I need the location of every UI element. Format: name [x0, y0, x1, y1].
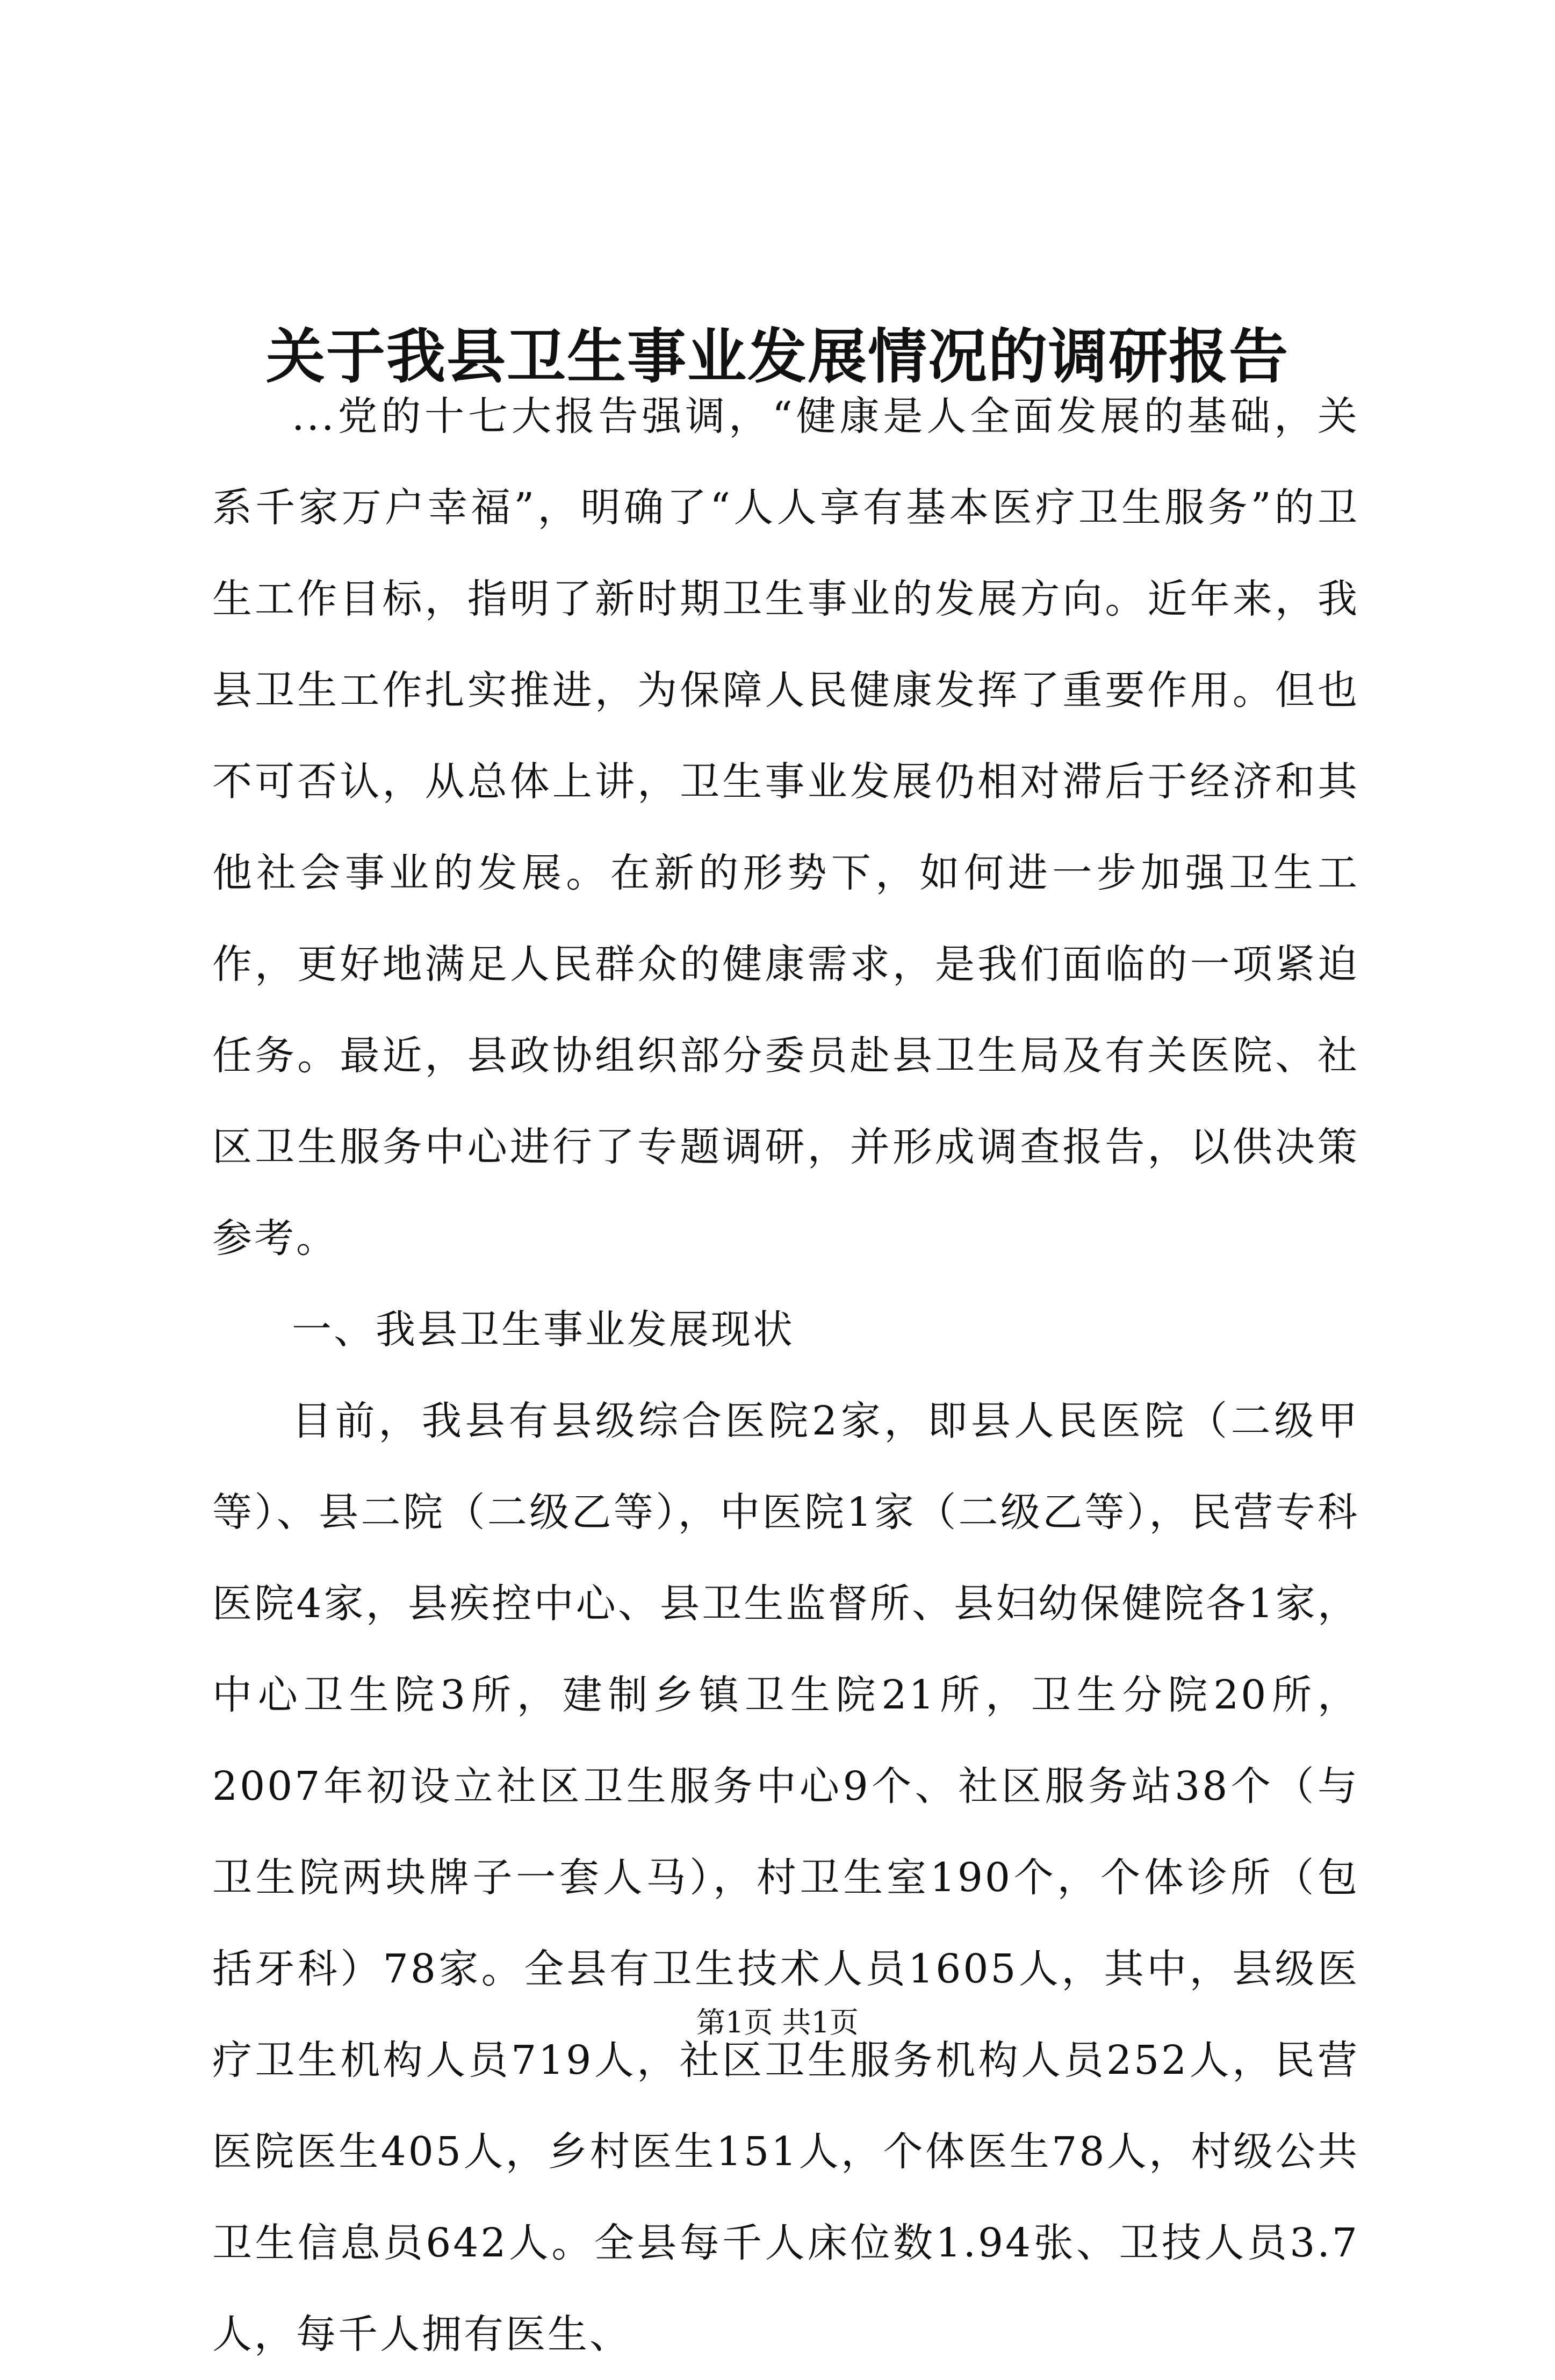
- page-footer: 第1页 共1页: [696, 2006, 859, 2039]
- document-body: [212, 371, 1359, 2380]
- status-paragraph: 目前，我县有县级综合医院2家，即县人民医院（二级甲等）、县二院（二级乙等），中医院1家（二级乙等），民营专科医院4家，县疾控中心、县卫生监督所、县妇幼保健院各1家，中心卫生院3所，建制乡镇卫生院21所，卫生分院20所，2007年初设立社区卫生服务中心9个、社区服务站38个（与卫生院两块牌子一套人马），村卫生室190个，个体诊所（包括牙科）78家。全县有卫生技术人员1605人，其中，县级医疗卫生机构人员719人，社区卫生服务机构人员252人，民营医院医生405人，乡村医生151人，个体医生78人，村级公共卫生信息员642人。全县每千人床位数1.94张、卫技人员3.7人，每千人拥有医生、: [212, 1398, 1359, 2357]
- intro-paragraph: ...党的十七大报告强调，“健康是人全面发展的基础，关系千家万户幸福”，明确了“人人享有基本医疗卫生服务”的卫生工作目标，指明了新时期卫生事业的发展方向。近年来，我县卫生工作扎实推进，为保障人民健康发挥了重要作用。但也不可否认，从总体上讲，卫生事业发展仍相对滞后于经济和其他社会事业的发展。在新的形势下，如何进一步加强卫生工作，更好地满足人民群众的健康需求，是我们面临的一项紧迫任务。最近，县政协组织部分委员赴县卫生局及有关医院、社区卫生服务中心进行了专题调研，并形成调查报告，以供决策参考。: [212, 393, 1359, 1261]
- document-title: 关于我县卫生事业发展情况的调研报告: [266, 321, 1289, 391]
- section-heading: 一、我县卫生事业发展现状: [292, 1307, 795, 1353]
